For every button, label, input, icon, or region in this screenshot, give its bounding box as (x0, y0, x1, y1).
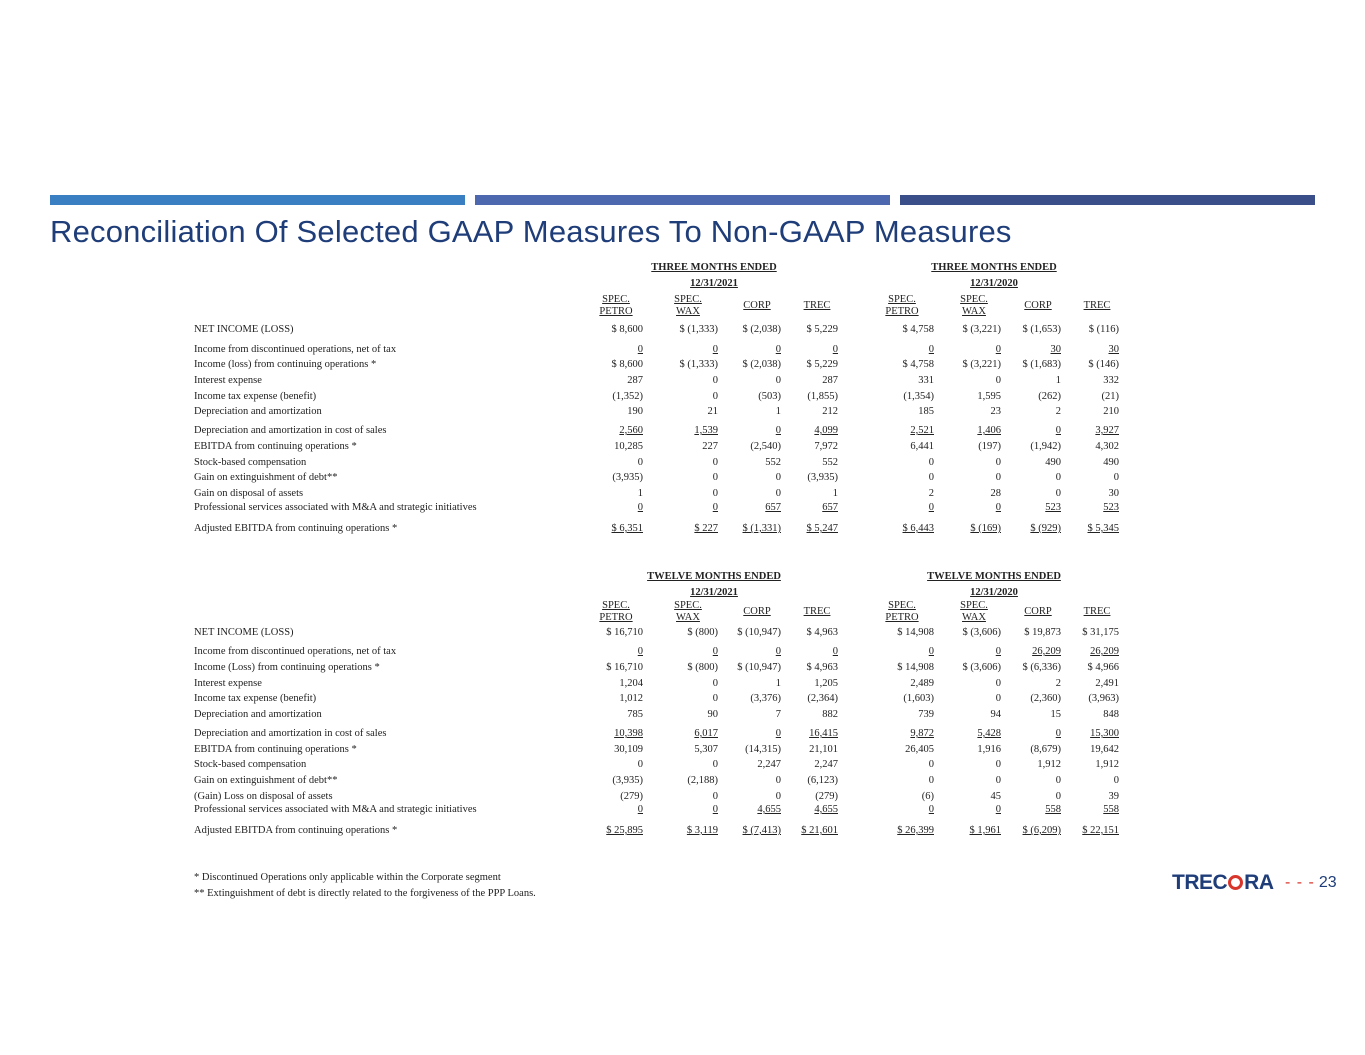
table-row (0, 523, 1365, 537)
table-cell: 185 (918, 406, 934, 417)
table-cell: 7,972 (814, 441, 838, 452)
table-cell: 0 (832, 646, 838, 657)
table-cell: 7 (775, 709, 781, 720)
table-row (0, 324, 1365, 338)
table-cell: 5,428 (977, 728, 1001, 739)
table-cell: $ 1,961 (969, 825, 1001, 836)
table-cell: 4,099 (814, 425, 838, 436)
col-header-spec-petro-2020: SPEC. PETRO (885, 294, 919, 317)
table-cell: 0 (928, 502, 934, 513)
table-row (0, 662, 1365, 676)
table-cell: 523 (1045, 502, 1061, 513)
table-cell: 0 (832, 344, 838, 355)
table-row (0, 627, 1365, 641)
period-header-left: TWELVE MONTHS ENDED (647, 571, 781, 582)
row-label: Professional services associated with M&A and strategic initiatives (194, 804, 477, 815)
table-cell: (2,188) (687, 775, 718, 786)
table-cell: 657 (822, 502, 838, 513)
col-header-spec-wax: SPEC. WAX (674, 600, 702, 623)
table-cell: (503) (758, 391, 781, 402)
row-label: Depreciation and amortization (194, 709, 322, 720)
page-number: - - - 23 (1285, 874, 1337, 891)
table-cell: 19,642 (1090, 744, 1119, 755)
table-cell: 15 (1050, 709, 1061, 720)
table-cell: $ 4,758 (902, 324, 934, 335)
table-cell: 0 (712, 791, 718, 802)
row-label: NET INCOME (LOSS) (194, 324, 294, 335)
table-cell: 0 (637, 344, 643, 355)
table-row (0, 344, 1365, 358)
period-date-right: 12/31/2020 (970, 278, 1018, 289)
table-cell: 2,491 (1095, 678, 1119, 689)
table-row (0, 728, 1365, 742)
table-cell: 0 (775, 344, 781, 355)
table-cell: (1,855) (807, 391, 838, 402)
table-cell: $ (1,333) (679, 359, 718, 370)
row-label: Depreciation and amortization in cost of sales (194, 425, 387, 436)
table-cell: (8,679) (1030, 744, 1061, 755)
table-cell: $ 26,399 (897, 825, 934, 836)
table-cell: 848 (1103, 709, 1119, 720)
table-cell: $ 21,601 (801, 825, 838, 836)
table-cell: 28 (990, 488, 1001, 499)
table-cell: 2 (1055, 678, 1061, 689)
table-cell: 1,205 (814, 678, 838, 689)
col-header-spec-wax: SPEC. WAX (674, 294, 702, 317)
table-cell: 0 (995, 344, 1001, 355)
table-cell: (14,315) (745, 744, 781, 755)
row-label: Depreciation and amortization (194, 406, 322, 417)
table-cell: $ 31,175 (1082, 627, 1119, 638)
table-row (0, 375, 1365, 389)
table-cell: 0 (712, 759, 718, 770)
table-cell: $ 16,710 (606, 662, 643, 673)
table-cell: 0 (775, 775, 781, 786)
table-cell: 0 (928, 472, 934, 483)
table-cell: 9,872 (910, 728, 934, 739)
accent-bar-right (900, 195, 1315, 205)
row-label: Gain on disposal of assets (194, 488, 304, 499)
table-cell: 287 (627, 375, 643, 386)
table-cell: $ (1,653) (1022, 324, 1061, 335)
table-cell: 785 (627, 709, 643, 720)
table-cell: $ 4,758 (902, 359, 934, 370)
table-cell: 10,285 (614, 441, 643, 452)
table-cell: 0 (712, 344, 718, 355)
table-cell: 1,912 (1095, 759, 1119, 770)
col-header-spec-petro-2020: SPEC. PETRO (885, 600, 919, 623)
col-header-trec-2020: TREC (1083, 606, 1111, 617)
table-cell: 287 (822, 375, 838, 386)
table-cell: $ (146) (1088, 359, 1119, 370)
table-cell: 1,912 (1037, 759, 1061, 770)
table-cell: $ (1,683) (1022, 359, 1061, 370)
table-cell: 490 (1045, 457, 1061, 468)
table-cell: 0 (995, 375, 1001, 386)
table-cell: 0 (1055, 775, 1061, 786)
table-cell: 6,017 (694, 728, 718, 739)
table-row (0, 759, 1365, 773)
table-cell: 0 (995, 759, 1001, 770)
table-cell: 30 (1050, 344, 1061, 355)
table-cell: 0 (712, 804, 718, 815)
table-cell: 1,595 (977, 391, 1001, 402)
table-cell: 0 (637, 457, 643, 468)
table-cell: 0 (995, 804, 1001, 815)
col-header-spec-wax-2020: SPEC. WAX (960, 294, 988, 317)
table-row (0, 744, 1365, 758)
table-cell: (262) (1038, 391, 1061, 402)
table-cell: 739 (918, 709, 934, 720)
table-cell: 21,101 (809, 744, 838, 755)
period-date-left: 12/31/2021 (690, 587, 738, 598)
table-cell: 2 (1055, 406, 1061, 417)
table-row (0, 678, 1365, 692)
row-label: Interest expense (194, 375, 262, 386)
period-date-left: 12/31/2021 (690, 278, 738, 289)
table-cell: 0 (1055, 791, 1061, 802)
table-cell: 10,398 (614, 728, 643, 739)
table-cell: $ (10,947) (737, 627, 781, 638)
row-label: EBITDA from continuing operations * (194, 441, 357, 452)
table-row (0, 359, 1365, 373)
table-cell: 5,307 (694, 744, 718, 755)
table-cell: 0 (637, 646, 643, 657)
table-cell: 0 (775, 728, 781, 739)
table-row (0, 488, 1365, 502)
table-row (0, 775, 1365, 789)
table-cell: 0 (775, 791, 781, 802)
table-cell: (197) (978, 441, 1001, 452)
table-cell: 0 (712, 391, 718, 402)
row-label: Depreciation and amortization in cost of sales (194, 728, 387, 739)
row-label: Income (Loss) from continuing operations * (194, 662, 380, 673)
table-cell: (6,123) (807, 775, 838, 786)
table-cell: 30 (1108, 488, 1119, 499)
table-cell: 94 (990, 709, 1001, 720)
table-cell: $ 19,873 (1024, 627, 1061, 638)
table-cell: $ 5,345 (1087, 523, 1119, 534)
table-cell: (3,935) (612, 472, 643, 483)
table-cell: $ (6,209) (1022, 825, 1061, 836)
table-cell: 0 (1113, 775, 1119, 786)
table-cell: $ 227 (694, 523, 718, 534)
table-cell: 1,916 (977, 744, 1001, 755)
table-cell: (1,603) (903, 693, 934, 704)
table-cell: $ 5,229 (806, 324, 838, 335)
table-cell: $ 8,600 (611, 359, 643, 370)
table-cell: 0 (712, 472, 718, 483)
table-cell: 1,406 (977, 425, 1001, 436)
table-cell: 0 (775, 425, 781, 436)
table-cell: 0 (637, 759, 643, 770)
table-cell: $ (3,221) (962, 359, 1001, 370)
table-row (0, 472, 1365, 486)
table-cell: $ (10,947) (737, 662, 781, 673)
row-label: Interest expense (194, 678, 262, 689)
table-row (0, 646, 1365, 660)
table-cell: 0 (928, 759, 934, 770)
table-cell: 30 (1108, 344, 1119, 355)
page-title: Reconciliation Of Selected GAAP Measures To Non-GAAP Measures (50, 214, 1012, 249)
row-label: Income from discontinued operations, net of tax (194, 344, 397, 355)
row-label: Gain on extinguishment of debt** (194, 775, 338, 786)
table-cell: 0 (1055, 425, 1061, 436)
table-cell: 0 (712, 678, 718, 689)
table-cell: 212 (822, 406, 838, 417)
table-cell: $ 6,443 (902, 523, 934, 534)
row-label: Income tax expense (benefit) (194, 391, 317, 402)
table-cell: 0 (995, 775, 1001, 786)
table-cell: 15,300 (1090, 728, 1119, 739)
table-cell: 0 (928, 804, 934, 815)
table-cell: $ (800) (687, 662, 718, 673)
table-cell: 3,927 (1095, 425, 1119, 436)
table-cell: 332 (1103, 375, 1119, 386)
table-cell: 0 (637, 502, 643, 513)
table-cell: 0 (995, 678, 1001, 689)
footnote-discontinued: * Discontinued Operations only applicable within the Corporate segment (194, 872, 501, 883)
table-cell: 2,560 (619, 425, 643, 436)
table-cell: (3,935) (612, 775, 643, 786)
table-row (0, 441, 1365, 455)
table-cell: 0 (995, 646, 1001, 657)
table-cell: 1 (637, 488, 643, 499)
table-row (0, 425, 1365, 439)
table-row (0, 693, 1365, 707)
table-cell: 16,415 (809, 728, 838, 739)
table-cell: (2,540) (750, 441, 781, 452)
row-label: Income tax expense (benefit) (194, 693, 317, 704)
table-cell: $ 16,710 (606, 627, 643, 638)
table-cell: 21 (707, 406, 718, 417)
table-cell: (279) (815, 791, 838, 802)
period-header-left: THREE MONTHS ENDED (651, 262, 777, 273)
table-cell: 0 (775, 472, 781, 483)
period-header-right: TWELVE MONTHS ENDED (927, 571, 1061, 582)
table-cell: 4,302 (1095, 441, 1119, 452)
col-header-corp-2020: CORP (1024, 300, 1052, 311)
table-row (0, 804, 1365, 818)
table-cell: 0 (712, 488, 718, 499)
period-date-right: 12/31/2020 (970, 587, 1018, 598)
table-cell: 0 (1055, 472, 1061, 483)
accent-bar-left (50, 195, 465, 205)
table-cell: (2,360) (1030, 693, 1061, 704)
table-cell: 0 (995, 472, 1001, 483)
accent-bar-middle (475, 195, 890, 205)
table-cell: $ 6,351 (611, 523, 643, 534)
table-cell: $ (1,333) (679, 324, 718, 335)
col-header-corp: CORP (743, 606, 771, 617)
table-cell: $ 4,963 (806, 662, 838, 673)
table-cell: $ (3,606) (962, 662, 1001, 673)
table-cell: (1,352) (612, 391, 643, 402)
table-cell: 1 (1055, 375, 1061, 386)
row-label: Gain on extinguishment of debt** (194, 472, 338, 483)
table-cell: $ (6,336) (1022, 662, 1061, 673)
table-cell: $ 5,229 (806, 359, 838, 370)
table-cell: 227 (702, 441, 718, 452)
table-row (0, 406, 1365, 420)
table-cell: $ 14,908 (897, 627, 934, 638)
table-cell: 190 (627, 406, 643, 417)
table-cell: $ (2,038) (742, 324, 781, 335)
table-cell: $ (800) (687, 627, 718, 638)
table-cell: (6) (921, 791, 934, 802)
table-cell: 0 (712, 502, 718, 513)
table-cell: 90 (707, 709, 718, 720)
col-header-trec: TREC (803, 300, 831, 311)
row-label: Adjusted EBITDA from continuing operations * (194, 523, 398, 534)
table-cell: 2,247 (757, 759, 781, 770)
table-cell: 39 (1108, 791, 1119, 802)
table-row (0, 709, 1365, 723)
table-cell: 1,204 (619, 678, 643, 689)
table-cell: 1,539 (694, 425, 718, 436)
col-header-spec-petro: SPEC. PETRO (599, 294, 633, 317)
table-cell: 0 (1055, 728, 1061, 739)
table-cell: (2,364) (807, 693, 838, 704)
table-cell: 4,655 (814, 804, 838, 815)
col-header-spec-petro: SPEC. PETRO (599, 600, 633, 623)
table-cell: $ (929) (1030, 523, 1061, 534)
table-cell: 523 (1103, 502, 1119, 513)
table-cell: 552 (765, 457, 781, 468)
table-cell: $ 8,600 (611, 324, 643, 335)
table-cell: $ 3,119 (686, 825, 718, 836)
col-header-trec-2020: TREC (1083, 300, 1111, 311)
table-cell: $ (3,606) (962, 627, 1001, 638)
table-cell: 26,209 (1090, 646, 1119, 657)
table-cell: 45 (990, 791, 1001, 802)
table-cell: 2,489 (910, 678, 934, 689)
table-cell: (1,354) (903, 391, 934, 402)
col-header-trec: TREC (803, 606, 831, 617)
row-label: NET INCOME (LOSS) (194, 627, 294, 638)
table-cell: $ (2,038) (742, 359, 781, 370)
table-cell: 1 (775, 406, 781, 417)
col-header-corp: CORP (743, 300, 771, 311)
table-cell: $ 22,151 (1082, 825, 1119, 836)
trecora-logo: TREC RA (1172, 871, 1274, 894)
table-cell: 0 (995, 693, 1001, 704)
table-cell: $ 14,908 (897, 662, 934, 673)
table-cell: 1 (775, 678, 781, 689)
table-cell: 0 (995, 457, 1001, 468)
table-cell: 490 (1103, 457, 1119, 468)
table-cell: (3,963) (1088, 693, 1119, 704)
table-cell: 0 (995, 502, 1001, 513)
table-cell: 0 (712, 646, 718, 657)
table-row (0, 502, 1365, 516)
period-header-right: THREE MONTHS ENDED (931, 262, 1057, 273)
row-label: (Gain) Loss on disposal of assets (194, 791, 333, 802)
row-label: Stock-based compensation (194, 457, 307, 468)
table-cell: 1,012 (619, 693, 643, 704)
table-cell: (279) (620, 791, 643, 802)
table-cell: 0 (1055, 488, 1061, 499)
table-cell: 882 (822, 709, 838, 720)
table-cell: 0 (712, 693, 718, 704)
table-cell: $ (7,413) (742, 825, 781, 836)
table-cell: $ (3,221) (962, 324, 1001, 335)
row-label: Professional services associated with M&A and strategic initiatives (194, 502, 477, 513)
table-cell: 26,405 (905, 744, 934, 755)
table-row (0, 825, 1365, 839)
table-cell: $ (116) (1088, 324, 1119, 335)
table-cell: 6,441 (910, 441, 934, 452)
table-cell: 0 (775, 375, 781, 386)
table-cell: 23 (990, 406, 1001, 417)
table-cell: 4,655 (757, 804, 781, 815)
table-cell: 0 (928, 344, 934, 355)
row-label: Adjusted EBITDA from continuing operations * (194, 825, 398, 836)
table-cell: 0 (928, 775, 934, 786)
table-cell: 0 (637, 804, 643, 815)
table-cell: 0 (1113, 472, 1119, 483)
table-row (0, 457, 1365, 471)
table-cell: 558 (1103, 804, 1119, 815)
row-label: Stock-based compensation (194, 759, 307, 770)
table-cell: $ 4,966 (1087, 662, 1119, 673)
table-cell: 657 (765, 502, 781, 513)
row-label: Income from discontinued operations, net of tax (194, 646, 397, 657)
table-cell: 0 (928, 457, 934, 468)
table-cell: 30,109 (614, 744, 643, 755)
table-cell: 2,247 (814, 759, 838, 770)
table-row (0, 391, 1365, 405)
table-cell: 331 (918, 375, 934, 386)
table-cell: $ 25,895 (606, 825, 643, 836)
col-header-spec-wax-2020: SPEC. WAX (960, 600, 988, 623)
table-cell: 1 (832, 488, 838, 499)
table-cell: $ (1,331) (742, 523, 781, 534)
table-cell: 26,209 (1032, 646, 1061, 657)
table-cell: (1,942) (1030, 441, 1061, 452)
footnote-extinguishment: ** Extinguishment of debt is directly related to the forgiveness of the PPP Loans. (194, 888, 536, 899)
table-cell: (21) (1101, 391, 1119, 402)
row-label: EBITDA from continuing operations * (194, 744, 357, 755)
table-cell: 0 (775, 646, 781, 657)
table-cell: (3,935) (807, 472, 838, 483)
table-cell: $ 4,963 (806, 627, 838, 638)
logo-o-ring-icon (1228, 875, 1243, 890)
table-cell: 0 (712, 457, 718, 468)
table-cell: $ 5,247 (806, 523, 838, 534)
table-row (0, 791, 1365, 805)
row-label: Income (loss) from continuing operations * (194, 359, 377, 370)
table-cell: 0 (712, 375, 718, 386)
table-cell: $ (169) (970, 523, 1001, 534)
table-cell: 0 (928, 646, 934, 657)
table-cell: 0 (775, 488, 781, 499)
col-header-corp-2020: CORP (1024, 606, 1052, 617)
table-cell: 2 (928, 488, 934, 499)
table-cell: 558 (1045, 804, 1061, 815)
table-cell: (3,376) (750, 693, 781, 704)
table-cell: 2,521 (910, 425, 934, 436)
table-cell: 210 (1103, 406, 1119, 417)
table-cell: 552 (822, 457, 838, 468)
